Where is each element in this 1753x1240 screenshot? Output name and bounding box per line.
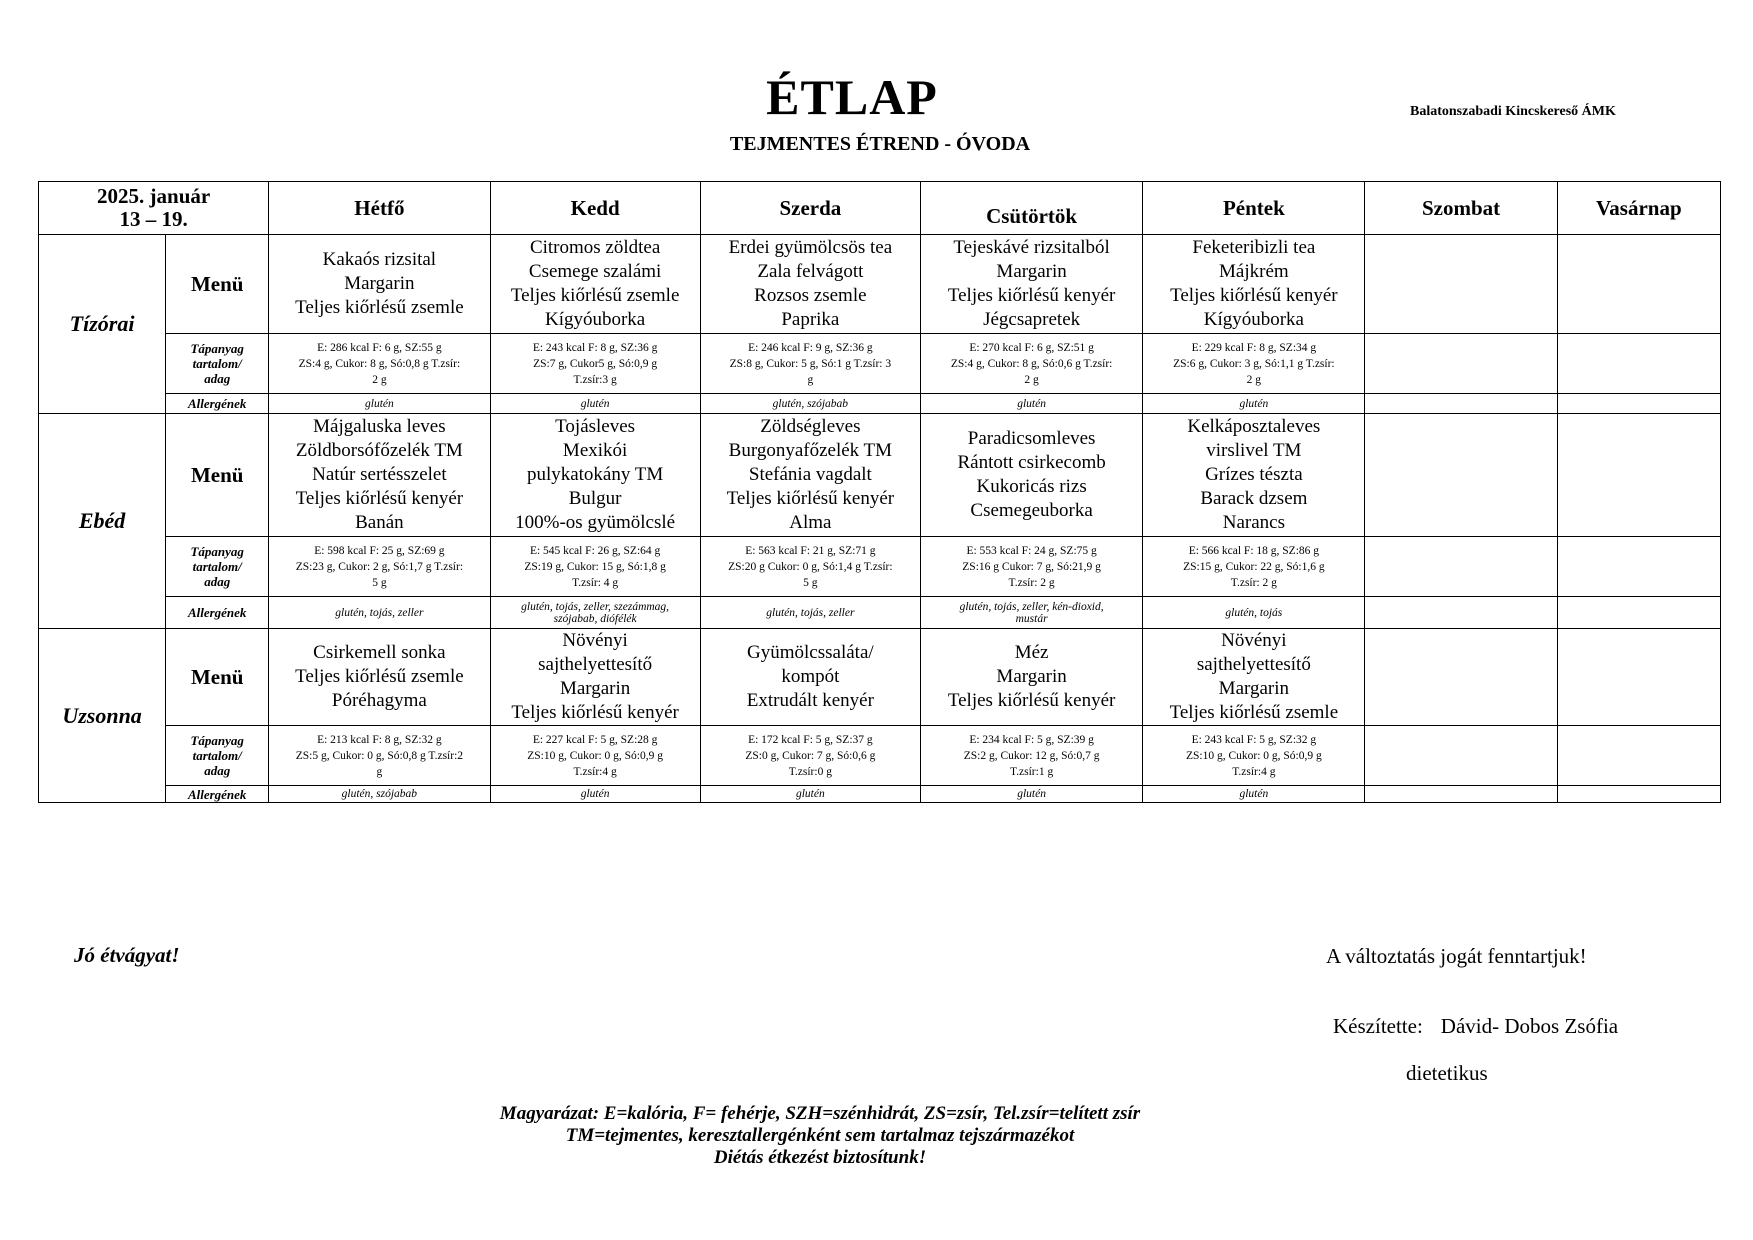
nutrition-line: E: 243 kcal F: 5 g, SZ:32 g [1191, 733, 1317, 746]
allergens-cell-uzsonna-tuesday [490, 786, 700, 803]
menu-item: Bulgur [568, 488, 622, 509]
allergen-text: glutén, szójabab [772, 397, 849, 410]
day-header-thursday: Csütörtök [920, 182, 1142, 235]
menu-item: Teljes kiőrlésű zsemle [295, 666, 464, 687]
row-label-menu: Menü [166, 414, 269, 537]
menu-item: Teljes kiőrlésű kenyér [1170, 285, 1338, 306]
nutrition-line: ZS:5 g, Cukor: 0 g, Só:0,8 g T.zsír:2 [295, 749, 464, 762]
legend-line: TM=tejmentes, keresztallergénként sem tartalmaz tejszármazékot [565, 1125, 1075, 1146]
menu-row-uzsonna [39, 629, 1721, 726]
menu-item: Erdei gyümölcsös tea [728, 237, 893, 258]
nutrition-line: E: 227 kcal F: 5 g, SZ:28 g [532, 733, 658, 746]
menu-cell-ebed-monday [269, 414, 490, 537]
allergen-text: glutén [1017, 788, 1046, 800]
header-row [39, 182, 1721, 235]
row-label-nutrition-line: adag [204, 574, 231, 589]
nutrition-line: ZS:16 g Cukor: 7 g, Só:21,9 g [962, 560, 1101, 573]
nutrition-line: E: 286 kcal F: 6 g, SZ:55 g [317, 341, 442, 354]
allergens-cell-uzsonna-friday [1143, 786, 1365, 803]
nutrition-line: g [807, 373, 814, 386]
menu-item: Kakaós rizsital [322, 249, 437, 270]
allergens-cell-uzsonna-monday [269, 786, 490, 803]
nutrition-cell-tizorai-thursday [920, 334, 1142, 394]
nutrition-cell-uzsonna-wednesday [700, 726, 920, 786]
allergens-cell-uzsonna-saturday [1365, 786, 1557, 803]
menu-item: Barack dzsem [1200, 488, 1308, 509]
menu-item: Zöldborsófőzelék TM [295, 440, 463, 461]
nutrition-line: 2 g [1024, 373, 1039, 386]
menu-item: Növényi [1221, 630, 1287, 651]
nutrition-cell-ebed-friday [1143, 537, 1365, 597]
menu-item: Kígyóuborka [1203, 309, 1304, 330]
allergens-cell-tizorai-monday [269, 394, 490, 414]
allergens-cell-ebed-friday [1143, 597, 1365, 629]
row-label-nutrition-line: adag [204, 371, 231, 386]
row-label-allergens: Allergének [166, 597, 269, 629]
menu-cell-uzsonna-tuesday [490, 629, 700, 726]
nutrition-line: E: 229 kcal F: 8 g, SZ:34 g [1191, 341, 1317, 354]
prepared-name: Dávid- Dobos Zsófia [1440, 1014, 1619, 1038]
nutrition-cell-tizorai-sunday [1557, 334, 1720, 394]
menu-item: Zöldségleves [760, 416, 861, 437]
menu-item: Csirkemell sonka [313, 642, 446, 663]
nutrition-line: T.zsír: 4 g [572, 576, 619, 589]
nutrition-row-ebed [39, 537, 1721, 597]
nutrition-line: E: 553 kcal F: 24 g, SZ:75 g [966, 544, 1097, 557]
menu-item: Margarin [1218, 678, 1290, 699]
allergen-text: glutén [1239, 788, 1269, 800]
menu-item: kompót [781, 666, 840, 687]
menu-item: Rántott csirkecomb [957, 452, 1106, 473]
allergens-cell-uzsonna-sunday [1557, 786, 1720, 803]
allergens-row-uzsonna [39, 786, 1721, 803]
allergens-row-ebed [39, 597, 1721, 629]
nutrition-cell-tizorai-wednesday [700, 334, 920, 394]
allergens-cell-tizorai-wednesday [700, 394, 920, 414]
menu-item: virslivel TM [1206, 440, 1302, 461]
menu-item: Méz [1014, 642, 1049, 663]
menu-cell-tizorai-friday [1143, 235, 1365, 334]
menu-item: Feketeribizli tea [1192, 237, 1316, 258]
nutrition-line: T.zsír: 2 g [1008, 576, 1055, 589]
nutrition-line: ZS:6 g, Cukor: 3 g, Só:1,1 g T.zsír: [1173, 357, 1335, 370]
allergen-text: glutén, tojás, zeller [335, 606, 424, 619]
page-subtitle: TEJMENTES ÉTREND - ÓVODA [729, 133, 1031, 155]
menu-item: Teljes kiőrlésű kenyér [947, 285, 1116, 306]
allergen-text: glutén [365, 397, 394, 410]
nutrition-line: T.zsír:3 g [573, 373, 617, 386]
menu-item: Margarin [344, 273, 415, 294]
nutrition-line: ZS:20 g Cukor: 0 g, Só:1,4 g T.zsír: [728, 560, 893, 573]
menu-item: Mexikói [562, 440, 628, 461]
nutrition-line: ZS:4 g, Cukor: 8 g, Só:0,8 g T.zsír: [298, 357, 461, 370]
menu-item: Növényi [562, 630, 628, 651]
meal-name-tizorai: Tízórai [39, 235, 166, 414]
allergens-cell-ebed-tuesday [490, 597, 700, 629]
menu-item: Teljes kiőrlésű kenyér [947, 690, 1116, 711]
nutrition-line: E: 270 kcal F: 6 g, SZ:51 g [969, 341, 1094, 354]
menu-item: Teljes kiőrlésű kenyér [295, 488, 464, 509]
nutrition-cell-uzsonna-friday [1143, 726, 1365, 786]
menu-row-tizorai [39, 235, 1721, 334]
menu-item: Natúr sertésszelet [312, 464, 447, 485]
menu-cell-ebed-thursday [920, 414, 1142, 537]
nutrition-line: ZS:2 g, Cukor: 12 g, Só:0,7 g [963, 749, 1100, 762]
date-days: 13 – 19. [119, 207, 188, 231]
meal-name-uzsonna: Uzsonna [39, 629, 166, 803]
menu-item: sajthelyettesítő [1196, 654, 1311, 675]
menu-item: Stefánia vagdalt [748, 464, 872, 485]
menu-cell-ebed-wednesday [700, 414, 920, 537]
row-label-allergens: Allergének [166, 394, 269, 414]
nutrition-line: ZS:0 g, Cukor: 7 g, Só:0,6 g [745, 749, 876, 762]
allergen-text: glutén, tojás, zeller, kén-dioxid, [959, 600, 1104, 613]
menu-item: Csemegeuborka [970, 500, 1093, 521]
row-label-nutrition-line: Tápanyag [190, 733, 244, 748]
menu-item: Margarin [559, 678, 631, 699]
menu-item: Kukoricás rizs [976, 476, 1087, 497]
menu-item: Jégcsapretek [983, 309, 1081, 330]
meal-name-ebed: Ebéd [39, 414, 166, 629]
allergen-text: glutén [795, 788, 825, 800]
date-month: 2025. január [97, 184, 211, 208]
nutrition-line: E: 234 kcal F: 5 g, SZ:39 g [969, 733, 1094, 746]
allergens-cell-tizorai-friday [1143, 394, 1365, 414]
nutrition-line: T.zsír:4 g [1232, 765, 1276, 778]
menu-item: Tejeskávé rizsitalból [953, 237, 1110, 258]
allergens-cell-ebed-sunday [1557, 597, 1720, 629]
menu-item: Teljes kiőrlésű zsemle [510, 285, 680, 306]
row-label-nutrition-line: adag [204, 763, 231, 778]
menu-item: 100%-os gyümölcslé [515, 512, 676, 533]
row-label-nutrition-line: tartalom/ [192, 748, 242, 763]
menu-cell-tizorai-saturday [1365, 235, 1557, 334]
menu-cell-ebed-friday [1143, 414, 1365, 537]
menu-cell-tizorai-wednesday [700, 235, 920, 334]
nutrition-cell-tizorai-friday [1143, 334, 1365, 394]
day-header-sunday: Vasárnap [1557, 182, 1720, 235]
allergens-cell-ebed-saturday [1365, 597, 1557, 629]
legend-line: Magyarázat: E=kalória, F= fehérje, SZH=szénhidrát, ZS=zsír, Tel.zsír=telített zsír [499, 1103, 1141, 1124]
nutrition-cell-tizorai-tuesday [490, 334, 700, 394]
menu-item: Póréhagyma [331, 690, 427, 711]
allergen-text: glutén, tojás, zeller, szezámmag, [521, 600, 670, 613]
menu-item: Extrudált kenyér [746, 690, 874, 711]
nutrition-line: ZS:4 g, Cukor: 8 g, Só:0,6 g T.zsír: [950, 357, 1113, 370]
legend-line: Diétás étkezést biztosítunk! [713, 1147, 927, 1168]
allergens-cell-tizorai-saturday [1365, 394, 1557, 414]
nutrition-cell-uzsonna-sunday [1557, 726, 1720, 786]
nutrition-line: 5 g [803, 576, 818, 589]
menu-item: Teljes kiőrlésű kenyér [726, 488, 895, 509]
menu-item: Májkrém [1219, 261, 1289, 282]
menu-cell-tizorai-monday [269, 235, 490, 334]
nutrition-cell-uzsonna-tuesday [490, 726, 700, 786]
row-label-nutrition-line: Tápanyag [190, 544, 244, 559]
menu-cell-tizorai-tuesday [490, 235, 700, 334]
menu-item: sajthelyettesítő [538, 654, 653, 675]
row-label-nutrition [166, 334, 269, 394]
menu-item: Banán [355, 512, 404, 533]
nutrition-line: ZS:23 g, Cukor: 2 g, Só:1,7 g T.zsír: [295, 560, 464, 573]
menu-cell-uzsonna-saturday [1365, 629, 1557, 726]
allergen-text: glutén, tojás [1225, 606, 1283, 619]
row-label-allergens: Allergének [166, 786, 269, 803]
allergen-text: mustár [1015, 612, 1048, 625]
menu-item: Csemege szalámi [528, 261, 662, 282]
menu-item: Narancs [1222, 512, 1285, 533]
nutrition-line: E: 598 kcal F: 25 g, SZ:69 g [314, 544, 445, 557]
institution-name: Balatonszabadi Kincskereső ÁMK [1410, 104, 1616, 119]
menu-cell-ebed-tuesday [490, 414, 700, 537]
menu-item: Gyümölcssaláta/ [747, 642, 874, 663]
menu-row-ebed [39, 414, 1721, 537]
nutrition-line: E: 566 kcal F: 18 g, SZ:86 g [1188, 544, 1320, 557]
allergens-row-tizorai [39, 394, 1721, 414]
menu-item: Teljes kiőrlésű kenyér [511, 702, 679, 723]
allergen-text: glutén [580, 788, 610, 800]
nutrition-row-tizorai [39, 334, 1721, 394]
menu-cell-tizorai-sunday [1557, 235, 1720, 334]
day-header-monday: Hétfő [269, 182, 490, 235]
menu-cell-uzsonna-friday [1143, 629, 1365, 726]
nutrition-line: T.zsír: 2 g [1230, 576, 1277, 589]
allergens-cell-ebed-thursday [920, 597, 1142, 629]
menu-cell-uzsonna-thursday [920, 629, 1142, 726]
row-label-menu: Menü [166, 629, 269, 726]
nutrition-line: ZS:10 g, Cukor: 0 g, Só:0,9 g [1185, 749, 1322, 762]
menu-item: Margarin [996, 666, 1067, 687]
day-header-tuesday: Kedd [490, 182, 700, 235]
menu-cell-uzsonna-sunday [1557, 629, 1720, 726]
nutrition-line: g [376, 765, 383, 778]
menu-item: pulykatokány TM [526, 464, 664, 485]
preparer-role: dietetikus [1406, 1061, 1488, 1085]
nutrition-cell-ebed-monday [269, 537, 490, 597]
menu-item: Májgaluska leves [313, 416, 446, 437]
allergen-text: glutén [1239, 397, 1269, 410]
nutrition-cell-ebed-sunday [1557, 537, 1720, 597]
nutrition-line: E: 246 kcal F: 9 g, SZ:36 g [748, 341, 873, 354]
nutrition-cell-ebed-tuesday [490, 537, 700, 597]
menu-item: Kelkáposztaleves [1187, 416, 1321, 437]
nutrition-cell-tizorai-saturday [1365, 334, 1557, 394]
row-label-nutrition-line: tartalom/ [192, 559, 242, 574]
nutrition-line: 2 g [372, 373, 387, 386]
nutrition-cell-uzsonna-saturday [1365, 726, 1557, 786]
menu-item: Burgonyafőzelék TM [728, 440, 893, 461]
nutrition-line: ZS:7 g, Cukor5 g, Só:0,9 g [533, 357, 658, 370]
menu-item: Rozsos zsemle [754, 285, 867, 306]
allergens-cell-tizorai-thursday [920, 394, 1142, 414]
nutrition-cell-tizorai-monday [269, 334, 490, 394]
allergen-text: glutén, szójabab [341, 788, 418, 800]
nutrition-cell-ebed-wednesday [700, 537, 920, 597]
allergens-cell-tizorai-tuesday [490, 394, 700, 414]
menu-item: Teljes kiőrlésű zsemle [295, 297, 464, 318]
menu-cell-uzsonna-monday [269, 629, 490, 726]
menu-cell-ebed-saturday [1365, 414, 1557, 537]
date-range-cell [39, 182, 269, 235]
prepared-by [1333, 1014, 1618, 1039]
menu-cell-ebed-sunday [1557, 414, 1720, 537]
allergen-text: szójabab, diófélék [553, 612, 637, 625]
prepared-label: Készítette: [1333, 1014, 1423, 1038]
disclaimer: A változtatás jogát fenntartjuk! [1326, 944, 1587, 968]
allergen-text: glutén [1017, 397, 1046, 410]
nutrition-line: 2 g [1246, 373, 1262, 386]
allergens-cell-ebed-monday [269, 597, 490, 629]
nutrition-line: ZS:19 g, Cukor: 15 g, Só:1,8 g [524, 560, 666, 573]
nutrition-line: E: 172 kcal F: 5 g, SZ:37 g [748, 733, 873, 746]
nutrition-line: E: 243 kcal F: 8 g, SZ:36 g [532, 341, 658, 354]
allergen-text: glutén, tojás, zeller [766, 606, 855, 619]
day-header-friday: Péntek [1143, 182, 1365, 235]
row-label-menu: Menü [166, 235, 269, 334]
row-label-nutrition [166, 537, 269, 597]
menu-item: Teljes kiőrlésű zsemle [1169, 702, 1339, 723]
row-label-nutrition-line: tartalom/ [192, 356, 242, 371]
nutrition-line: ZS:15 g, Cukor: 22 g, Só:1,6 g [1183, 560, 1325, 573]
meal-body [39, 235, 1721, 803]
nutrition-line: T.zsír:0 g [788, 765, 832, 778]
allergens-cell-uzsonna-thursday [920, 786, 1142, 803]
nutrition-line: ZS:8 g, Cukor: 5 g, Só:1 g T.zsír: 3 [729, 357, 892, 370]
nutrition-line: T.zsír:1 g [1009, 765, 1054, 778]
menu-item: Grízes tészta [1205, 464, 1303, 485]
nutrition-line: E: 563 kcal F: 21 g, SZ:71 g [745, 544, 876, 557]
weekly-menu-table [38, 181, 1721, 803]
nutrition-row-uzsonna [39, 726, 1721, 786]
menu-item: Citromos zöldtea [529, 237, 661, 258]
row-label-nutrition-line: Tápanyag [190, 341, 244, 356]
menu-item: Margarin [996, 261, 1067, 282]
nutrition-cell-ebed-saturday [1365, 537, 1557, 597]
allergens-cell-tizorai-sunday [1557, 394, 1720, 414]
menu-item: Kígyóuborka [544, 309, 646, 330]
menu-cell-uzsonna-wednesday [700, 629, 920, 726]
day-header-saturday: Szombat [1365, 182, 1557, 235]
nutrition-line: 5 g [372, 576, 387, 589]
nutrition-line: T.zsír:4 g [573, 765, 617, 778]
nutrition-line: E: 545 kcal F: 26 g, SZ:64 g [529, 544, 661, 557]
nutrition-cell-uzsonna-monday [269, 726, 490, 786]
nutrition-cell-ebed-thursday [920, 537, 1142, 597]
nutrition-line: E: 213 kcal F: 8 g, SZ:32 g [317, 733, 442, 746]
menu-item: Tojásleves [555, 416, 636, 437]
day-header-wednesday: Szerda [700, 182, 920, 235]
nutrition-line: ZS:10 g, Cukor: 0 g, Só:0,9 g [527, 749, 663, 762]
row-label-nutrition [166, 726, 269, 786]
menu-item: Alma [789, 512, 832, 533]
allergens-cell-uzsonna-wednesday [700, 786, 920, 803]
greeting: Jó étvágyat! [74, 943, 180, 967]
legend [0, 1103, 1640, 1169]
nutrition-cell-uzsonna-thursday [920, 726, 1142, 786]
menu-item: Zala felvágott [757, 261, 864, 282]
allergen-text: glutén [580, 397, 610, 410]
menu-item: Paprika [781, 309, 840, 330]
allergens-cell-ebed-wednesday [700, 597, 920, 629]
menu-item: Paradicsomleves [967, 428, 1096, 449]
page-title: ÉTLAP [766, 69, 938, 125]
menu-cell-tizorai-thursday [920, 235, 1142, 334]
